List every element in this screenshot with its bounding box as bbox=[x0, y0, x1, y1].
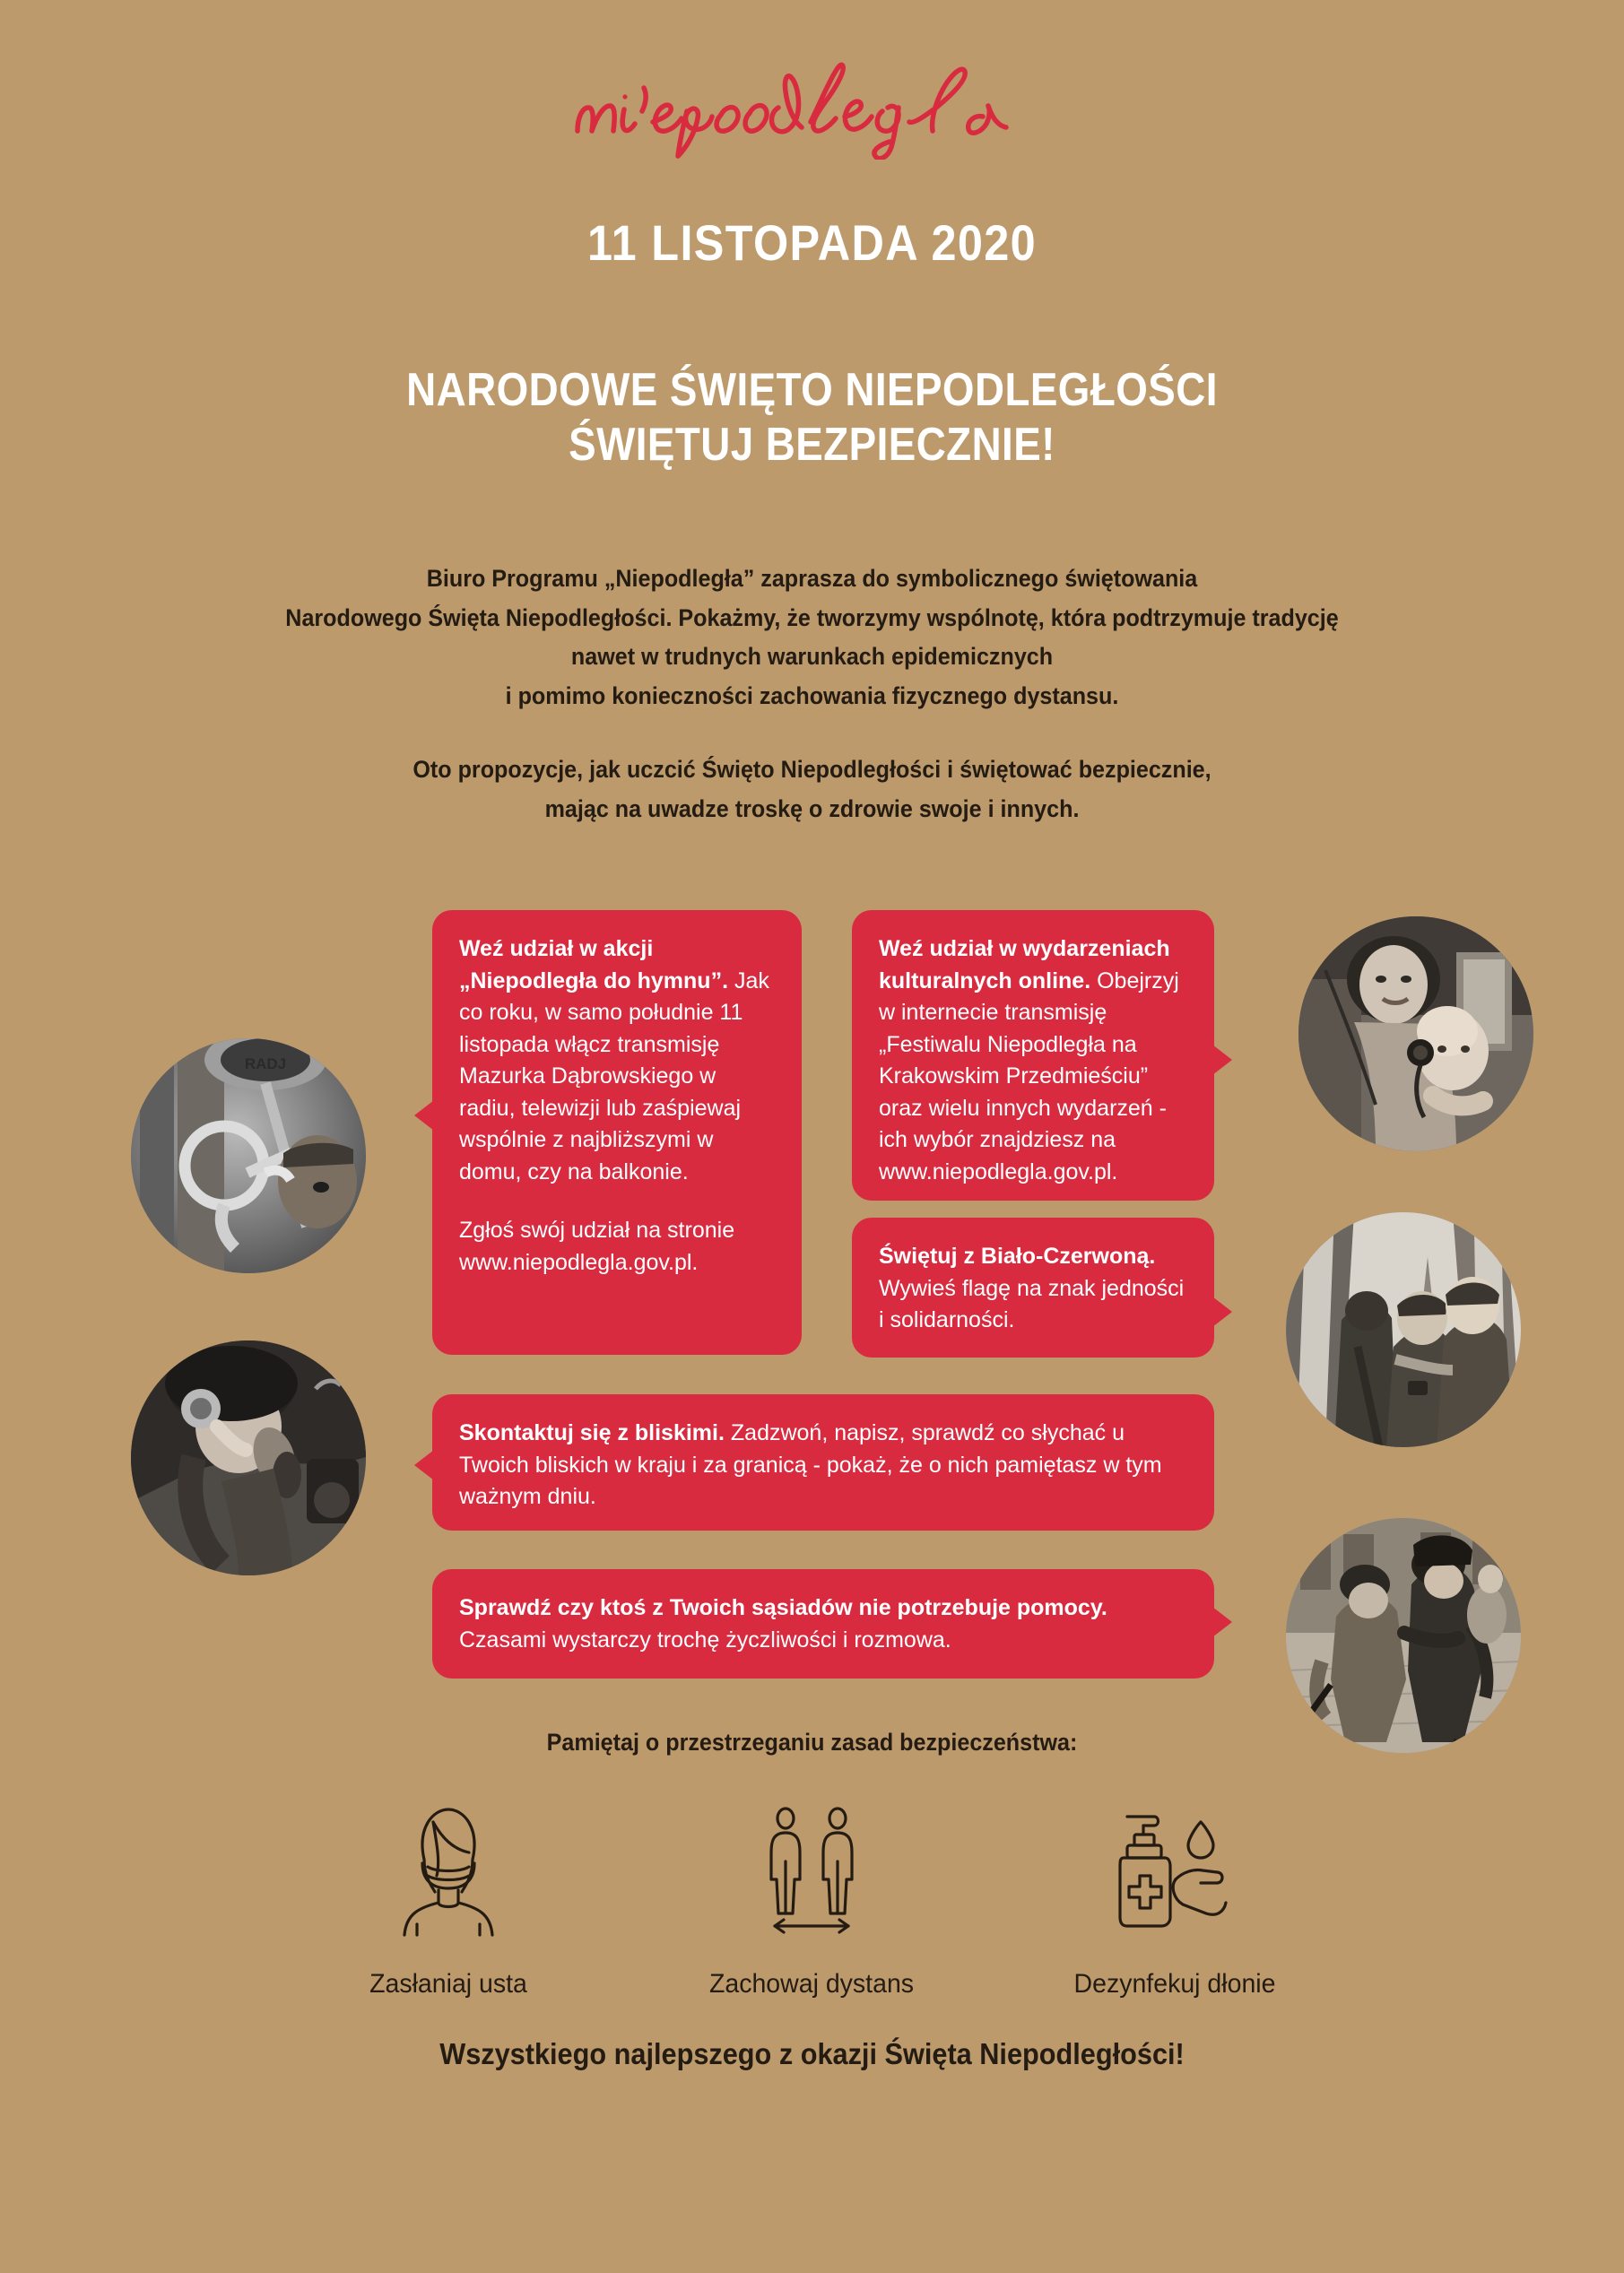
woman-on-telephone-photo bbox=[131, 1340, 366, 1575]
bubble-contact-text bbox=[459, 1418, 1187, 1514]
bubble-help-body: Czasami wystarczy trochę życzliwości i rozmowa. bbox=[459, 1627, 951, 1653]
bubble-online-body: Obejrzyj w internecie transmisję „Festiwalu Niepodległa na Krakowskim Przedmieściu” oraz wielu innych wydarzeń - ich wybór znajdziesz na www.niepodlegla.gov.pl. bbox=[879, 967, 1179, 1184]
bubble-flag-text bbox=[879, 1241, 1187, 1337]
bubble-flag-bold: Świętuj z Biało-Czerwoną. bbox=[879, 1244, 1156, 1269]
spacer bbox=[459, 1188, 775, 1215]
title-line-2: ŚWIĘTUJ BEZPIECZNIE! bbox=[569, 419, 1055, 472]
hand-sanitizer-icon bbox=[1022, 1802, 1327, 1937]
intro-paragraph bbox=[56, 560, 1567, 716]
bubble-flag-body: Wywieś flagę na znak jedności i solidarności. bbox=[879, 1275, 1185, 1332]
policeman-helping-woman-photo bbox=[1286, 1518, 1521, 1753]
bubble-online-events[interactable] bbox=[852, 910, 1214, 1201]
footer-greeting: Wszystkiego najlepszego z okazji Święta Niepodległości! bbox=[439, 2037, 1185, 2070]
bubble-hymn-body2: Zgłoś swój udział na stronie www.niepodlegla.gov.pl. bbox=[459, 1218, 735, 1275]
soldiers-with-flags-photo bbox=[1286, 1212, 1521, 1447]
intro-line-4: i pomimo konieczności zachowania fizycznego dystansu. bbox=[505, 682, 1119, 710]
safety-icons-row bbox=[296, 1802, 1327, 2000]
intro2-line-2: mając na uwadze troskę o zdrowie swoje i innych. bbox=[544, 794, 1080, 822]
bubble-hymn-bold: Weź udział w akcji „Niepodległa do hymnu”. bbox=[459, 936, 729, 993]
intro-line-1: Biuro Programu „Niepodległa” zaprasza do symbolicznego świętowania bbox=[426, 565, 1198, 592]
bubble-flag[interactable] bbox=[852, 1218, 1214, 1358]
trumpeter-photo bbox=[131, 1038, 366, 1273]
safety-label-distance: Zachowaj dystans bbox=[708, 1969, 915, 1999]
svg-text:RADJ: RADJ bbox=[244, 1055, 287, 1072]
event-date: 11 LISTOPADA 2020 bbox=[586, 214, 1038, 271]
intro2-line-1: Oto propozycje, jak uczcić Święto Niepodległości i świętować bezpiecznie, bbox=[413, 756, 1211, 783]
safety-heading: Pamiętaj o przestrzeganiu zasad bezpieczeństwa: bbox=[546, 1729, 1078, 1756]
niepodlegla-logo bbox=[0, 52, 1624, 169]
title-line-1: NARODOWE ŚWIĘTO NIEPODLEGŁOŚCI bbox=[406, 364, 1218, 416]
bubble-help-neighbours[interactable] bbox=[432, 1569, 1214, 1679]
page-title bbox=[98, 363, 1527, 473]
intro-paragraph-2 bbox=[56, 750, 1567, 829]
bubble-help-text bbox=[459, 1592, 1187, 1656]
safety-item-sanitizer bbox=[1022, 1802, 1327, 2000]
bubble-hymn-body: Jak co roku, w samo południe 11 listopada włącz transmisję Mazurka Dąbrowskiego w radiu, telewizji lub zaśpiewaj wspólnie z najbliższymi w domu, czy na balkonie. bbox=[459, 967, 769, 1184]
safety-item-distance bbox=[659, 1802, 964, 2000]
face-mask-icon bbox=[296, 1802, 601, 1937]
bubble-help-bold: Sprawdź czy ktoś z Twoich sąsiadów nie potrzebuje pomocy. bbox=[459, 1595, 1107, 1620]
intro-line-2: Narodowego Święta Niepodległości. Pokażmy, że tworzymy wspólnotę, która podtrzymuje tradycję bbox=[285, 603, 1339, 631]
bubble-hymn-text bbox=[459, 933, 775, 1188]
bubble-online-bold: Weź udział w wydarzeniach kulturalnych online. bbox=[879, 936, 1170, 993]
bubble-contact-body: Zadzwoń, napisz, sprawdź co słychać u Twoich bliskich w kraju i za granicą - pokaż, że o nich pamiętasz w tym ważnym dniu. bbox=[459, 1420, 1162, 1509]
mother-child-headphones-photo bbox=[1298, 916, 1533, 1151]
social-distance-icon bbox=[659, 1802, 964, 1937]
bubble-online-text bbox=[879, 933, 1187, 1188]
bubble-hymn[interactable] bbox=[432, 910, 802, 1355]
bubble-contact-bold: Skontaktuj się z bliskimi. bbox=[459, 1420, 725, 1445]
safety-item-mask bbox=[296, 1802, 601, 2000]
bubble-contact-loved-ones[interactable] bbox=[432, 1394, 1214, 1531]
intro-line-3: nawet w trudnych warunkach epidemicznych bbox=[570, 643, 1054, 671]
safety-label-mask: Zasłaniaj usta bbox=[369, 1969, 527, 1999]
safety-label-sanitizer: Dezynfekuj dłonie bbox=[1073, 1969, 1276, 1999]
